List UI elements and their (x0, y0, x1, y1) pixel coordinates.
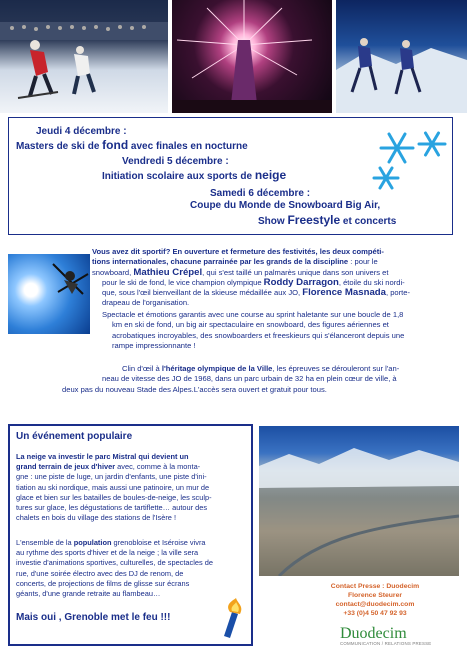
torch-icon (214, 598, 248, 638)
freestyle-skier-graphic (8, 254, 90, 334)
intro-paragraph-3: Clin d'œil à l'héritage olympique de la Ville, les épreuves se dérouleront sur l'an- neau de vitesse des JO de 1968, dans un parc urbain de 32 ha en plein cœur de ville, à deux pas du nouveau Stade des Alpes.L'accès sera ouvert et gratuit pour tous. (62, 364, 400, 394)
logo-tagline: COMMUNICATION / RELATIONS PRESSE (340, 641, 432, 646)
fireworks-graphic (172, 0, 332, 113)
contact-email[interactable]: contact@duodecim.com (335, 601, 415, 608)
nordic-skiers-graphic (336, 0, 467, 113)
nordic-skiers-photo (336, 0, 467, 113)
contact-name: Florence Steurer (347, 592, 403, 599)
contact-title: Contact Presse : Duodecim (330, 583, 420, 590)
intro-paragraph-1: Vous avez dit sportif? En ouverture et fermeture des festivités, les deux compéti- tions internationales, chacune parrainée par les grands de la discipline : pour le snowboard, Mathieu Crépel, qui s'est taillé un palmarès unique dans son univers et pour le ski de fond, le vice champion olympique Roddy Darragon, étoile du ski nordi- que, sous l'œil bienveillant de la skieuse médaillée aux JO, Florence Masnada, porte- drapeau de l'organisation. (92, 247, 411, 308)
event2-day: Vendredi 5 décembre : (122, 156, 229, 167)
grenoble-aerial-graphic (259, 426, 459, 576)
popular-paragraph-1: La neige va investir le parc Mistral qui devient un grand terrain de jeux d'hiver avec, comme à la monta- gne : une piste de luge, un jardin d'enfants, une piste d'ini- tiation au ski nordique, mais aussi une patinoire, un mur de glace et bien sur les batailles de boules-de-neige, les sculp- tures sur glace, les dégustations de tartiflette… autour des chalets en bois du village des stations de l'Isère ! (16, 452, 212, 523)
snowflake-icon (374, 133, 445, 188)
event2-title: Initiation scolaire aux sports de neige (102, 168, 287, 182)
duodecim-logo (340, 625, 431, 646)
snowflake-icons (370, 126, 450, 192)
ski-race-photo (0, 0, 168, 113)
event1-title: Masters de ski de fond avec finales en nocturne (16, 138, 248, 152)
press-contact (300, 582, 450, 618)
intro-paragraph-2: Spectacle et émotions garantis avec une course au sprint haletante sur une boucle de 1,8 km en ski de fond, un big air spectaculaire en snowboard, des figures aériennes et acrobatiques incroyables, des snowboarders et freeskieurs qui s'élanceront depuis une rampe impressionnante ! (102, 310, 405, 350)
slogan: Mais oui , Grenoble met le feu !!! (16, 612, 171, 623)
event1-day: Jeudi 4 décembre : (36, 126, 127, 137)
event3-title-line1: Coupe du Monde de Snowboard Big Air, (190, 200, 381, 211)
logo-wordmark: Duodecim (340, 625, 407, 642)
ski-race-graphic (0, 0, 168, 113)
popular-paragraph-2: L'ensemble de la population grenobloise et Iséroise vivra au rythme des sports d'hiver et de la neige ; la ville sera investie d'animations sportives, culturelles, de spectacles de rue, d'une soirée électro avec des DJ de renom, de concerts, de projections de films de glisse sur écrans géants, d'une grande retraite au flambeau… (16, 538, 213, 599)
event3-day: Samedi 6 décembre : (210, 188, 311, 199)
contact-phone: +33 (0)4 50 47 92 93 (343, 610, 407, 617)
fireworks-photo (172, 0, 332, 113)
popular-title: Un événement populaire (16, 431, 133, 442)
grenoble-aerial-photo (259, 426, 459, 576)
event3-title-line2: Show Freestyle et concerts (258, 213, 397, 227)
freestyle-skier-photo (8, 254, 90, 334)
